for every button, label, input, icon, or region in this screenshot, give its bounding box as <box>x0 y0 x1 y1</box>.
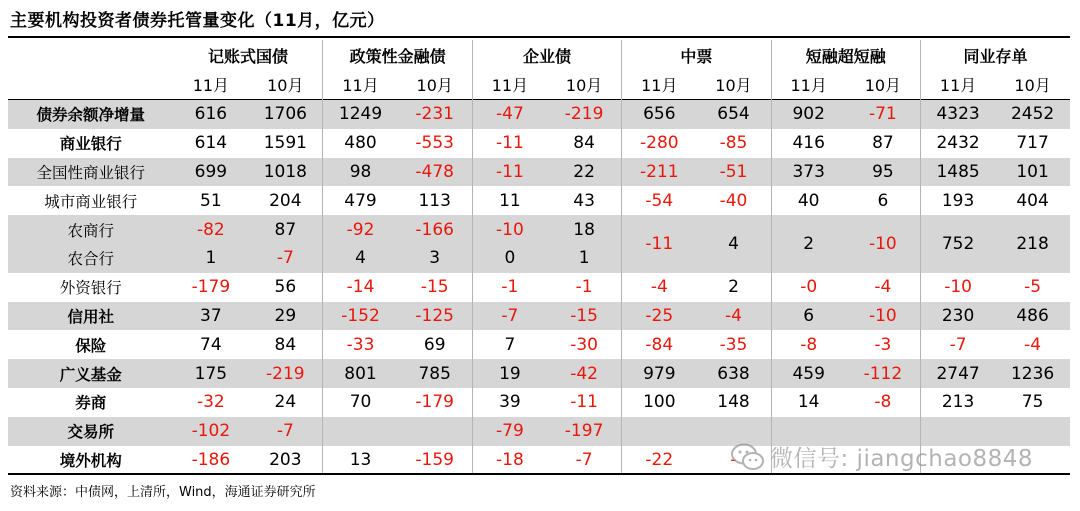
row-label: 农商行 <box>8 215 174 244</box>
table-cell: -79 <box>472 417 547 446</box>
table-cell: 616 <box>174 100 249 129</box>
header-row-groups <box>8 40 1070 70</box>
row-label: 农合行 <box>8 244 174 273</box>
table-cell: 416 <box>771 129 846 158</box>
table-cell: - <box>730 449 737 470</box>
table-cell: 24 <box>274 392 297 413</box>
table-cell: 2452 <box>995 100 1070 129</box>
table-cell: -7 <box>248 244 323 273</box>
table-cell: -47 <box>472 100 547 129</box>
table-cell: 29 <box>248 302 323 331</box>
table-cell: -10 <box>846 215 921 273</box>
table-cell: 373 <box>771 158 846 187</box>
table-cell: -5 <box>1024 277 1042 298</box>
table-cell: -7 <box>575 449 593 470</box>
wechat-watermark <box>730 440 1033 473</box>
table-cell <box>622 417 697 446</box>
table-cell: 74 <box>200 334 222 355</box>
row-label: 全国性商业银行 <box>8 158 174 187</box>
table-cell: -166 <box>398 215 473 244</box>
table-cell: 51 <box>200 190 222 211</box>
table-cell: 70 <box>323 388 398 417</box>
table-cell: 56 <box>274 277 297 298</box>
table-cell: -10 <box>920 273 995 302</box>
table-cell: -11 <box>472 158 547 187</box>
table-row <box>8 158 1070 187</box>
table-cell: 203 <box>269 449 302 470</box>
table-cell: -179 <box>415 392 454 413</box>
month-header: 10月 <box>267 76 304 95</box>
table-row <box>8 302 1070 331</box>
table-cell: -197 <box>547 417 622 446</box>
table-cell: 204 <box>269 190 302 211</box>
table-cell: 6 <box>877 190 889 211</box>
header-corner <box>8 40 174 70</box>
table-cell: -14 <box>323 273 398 302</box>
month-header: 11月 <box>622 70 697 100</box>
table-cell: 218 <box>995 215 1070 273</box>
table-cell: 480 <box>323 129 398 158</box>
table-cell: -15 <box>547 302 622 331</box>
table-cell: 4 <box>696 215 771 273</box>
table-row <box>8 388 1070 417</box>
table-cell <box>323 417 398 446</box>
table-cell: 902 <box>771 100 846 129</box>
table-cell: 656 <box>622 100 697 129</box>
row-label: 广义基金 <box>8 359 174 388</box>
table-cell: 717 <box>1016 133 1049 154</box>
table-title: 主要机构投资者债券托管量变化（11月，亿元） <box>10 11 385 31</box>
table-cell: 7 <box>472 330 547 359</box>
table-cell: 6 <box>771 302 846 331</box>
table-cell: -4 <box>874 277 892 298</box>
row-label: 债券余额净增量 <box>8 100 174 129</box>
table-cell: 1706 <box>248 100 323 129</box>
row-label: 城市商业银行 <box>44 192 138 211</box>
table-cell: 1591 <box>263 133 307 154</box>
table-row <box>8 129 1070 158</box>
table-cell: 39 <box>472 388 547 417</box>
month-header: 11月 <box>472 70 547 100</box>
table-cell: 785 <box>398 359 473 388</box>
table-cell: -478 <box>398 158 473 187</box>
table-cell: 101 <box>995 158 1070 187</box>
table-cell: 3 <box>398 244 473 273</box>
table-cell: 404 <box>1016 190 1049 211</box>
table-cell: 1485 <box>920 158 995 187</box>
table-cell: 2747 <box>920 359 995 388</box>
table-row <box>8 215 1070 244</box>
month-header: 10月 <box>864 76 902 95</box>
column-group-header: 政策性金融债 <box>323 40 472 70</box>
table-cell: 40 <box>771 186 846 215</box>
table-cell: 2 <box>771 215 846 273</box>
table-cell: 75 <box>1021 392 1044 413</box>
table-cell: 1 <box>174 244 249 273</box>
table-cell: 486 <box>995 302 1070 331</box>
table-cell: -7 <box>248 417 323 446</box>
table-cell: -92 <box>323 215 398 244</box>
watermark-text: 微信号: jiangchao8848 <box>770 446 1034 472</box>
table-cell: -18 <box>472 446 547 475</box>
table-cell: 193 <box>920 186 995 215</box>
table-cell: -51 <box>696 158 771 187</box>
table-cell: -4 <box>622 273 697 302</box>
table-cell: 175 <box>174 359 249 388</box>
table-cell: 19 <box>472 359 547 388</box>
table-cell: 2 <box>728 277 739 298</box>
table-cell: 638 <box>696 359 771 388</box>
table-cell: 801 <box>323 359 398 388</box>
table-cell: -3 <box>874 334 892 355</box>
table-cell: -125 <box>398 302 473 331</box>
row-label: 交易所 <box>8 417 174 446</box>
table-cell: -4 <box>1024 334 1042 355</box>
table-row <box>8 100 1070 129</box>
table-cell: 84 <box>573 133 595 154</box>
table-cell: -152 <box>323 302 398 331</box>
table-cell: -7 <box>920 330 995 359</box>
table-cell: -11 <box>570 392 598 413</box>
table-cell: 459 <box>771 359 846 388</box>
table-cell: 654 <box>696 100 771 129</box>
table-cell: 98 <box>323 158 398 187</box>
column-group-header: 短融超短融 <box>771 40 920 70</box>
table-cell: -35 <box>719 334 748 355</box>
table-cell: -33 <box>323 330 398 359</box>
table-cell: 979 <box>622 359 697 388</box>
row-label: 商业银行 <box>59 135 122 154</box>
table-cell: 699 <box>174 158 249 187</box>
table-cell: -32 <box>196 392 225 413</box>
row-label: 信用社 <box>8 302 174 331</box>
table-cell: 95 <box>846 158 921 187</box>
table-cell: 43 <box>573 190 595 211</box>
row-label: 境外机构 <box>59 451 122 470</box>
row-label: 保险 <box>75 336 107 355</box>
table-cell: -112 <box>846 359 921 388</box>
table-row <box>8 330 1070 359</box>
month-header: 11月 <box>323 70 398 100</box>
table-cell: 87 <box>872 133 894 154</box>
table-cell: 22 <box>547 158 622 187</box>
table-cell: 1018 <box>248 158 323 187</box>
table-cell: -7 <box>472 302 547 331</box>
table-cell: 69 <box>423 334 446 355</box>
table-cell: -11 <box>472 129 547 158</box>
source-note: 资料来源：中债网，上清所，Wind，海通证券研究所 <box>10 485 316 500</box>
table-cell: -186 <box>191 449 231 470</box>
table-row <box>8 273 1070 302</box>
column-group-header: 同业存单 <box>920 40 1070 70</box>
table-cell: -1 <box>472 273 547 302</box>
custody-table <box>8 40 1070 474</box>
table-cell: -10 <box>846 302 921 331</box>
table-cell: 1249 <box>323 100 398 129</box>
table-cell: 752 <box>920 215 995 273</box>
table-cell: 37 <box>174 302 249 331</box>
title-rule <box>8 36 1070 38</box>
table-cell: -30 <box>570 334 598 355</box>
month-header: 10月 <box>416 76 453 95</box>
table-cell: 87 <box>248 215 323 244</box>
table-cell: -84 <box>622 330 697 359</box>
table-cell <box>398 417 473 446</box>
table-cell: -0 <box>771 273 846 302</box>
table-cell: -211 <box>622 158 697 187</box>
table-cell: -280 <box>622 129 697 158</box>
month-header: 10月 <box>565 76 603 95</box>
table-cell: 18 <box>547 215 622 244</box>
table-cell: -25 <box>622 302 697 331</box>
table-cell: 4323 <box>920 100 995 129</box>
table-cell: -22 <box>622 446 697 475</box>
table-cell: -102 <box>174 417 249 446</box>
header-row-months <box>8 70 1070 100</box>
month-header: 11月 <box>920 70 995 100</box>
table-cell: -231 <box>398 100 473 129</box>
row-label: 券商 <box>75 394 107 413</box>
table-cell: -15 <box>420 277 449 298</box>
footer-rule <box>8 473 1070 475</box>
table-cell: 14 <box>771 388 846 417</box>
month-header: 10月 <box>715 76 752 95</box>
header-corner <box>8 70 174 100</box>
table-cell: -553 <box>415 133 454 154</box>
table-cell: -8 <box>874 392 892 413</box>
table-cell: 1 <box>547 244 622 273</box>
table-cell: -40 <box>719 190 748 211</box>
table-row <box>8 186 1070 215</box>
wechat-icon <box>730 442 766 472</box>
table-cell: 230 <box>920 302 995 331</box>
table-cell: 84 <box>274 334 297 355</box>
table-cell: -1 <box>575 277 593 298</box>
table-cell: 148 <box>717 392 750 413</box>
table-cell: 2432 <box>920 129 995 158</box>
table-row <box>8 359 1070 388</box>
table-cell: -8 <box>771 330 846 359</box>
table-cell: 113 <box>418 190 451 211</box>
table-cell: -42 <box>547 359 622 388</box>
table-cell: 1236 <box>995 359 1070 388</box>
table-cell: -179 <box>191 277 231 298</box>
month-header: 11月 <box>192 76 230 95</box>
table-cell: 11 <box>472 186 547 215</box>
table-cell: -82 <box>174 215 249 244</box>
table-cell: -54 <box>622 186 697 215</box>
table-cell: 13 <box>323 446 398 475</box>
table-cell: 0 <box>472 244 547 273</box>
column-group-header: 记账式国债 <box>207 46 288 66</box>
table-cell: -71 <box>846 100 921 129</box>
month-header: 10月 <box>1014 76 1051 95</box>
table-cell: 213 <box>920 388 995 417</box>
table-cell: -10 <box>472 215 547 244</box>
table-cell: -159 <box>415 449 454 470</box>
column-group-header: 企业债 <box>472 40 621 70</box>
month-header: 11月 <box>771 70 846 100</box>
row-label: 外资银行 <box>59 279 122 298</box>
table-cell: -11 <box>622 215 697 273</box>
table-cell: 614 <box>194 133 228 154</box>
table-cell: -4 <box>696 302 771 331</box>
table-cell: 100 <box>622 388 697 417</box>
table-cell: -85 <box>719 133 748 154</box>
table-cell: -219 <box>547 100 622 129</box>
table-cell: -219 <box>248 359 323 388</box>
table-cell: 479 <box>323 186 398 215</box>
table-cell: 4 <box>323 244 398 273</box>
column-group-header: 中票 <box>622 40 771 70</box>
